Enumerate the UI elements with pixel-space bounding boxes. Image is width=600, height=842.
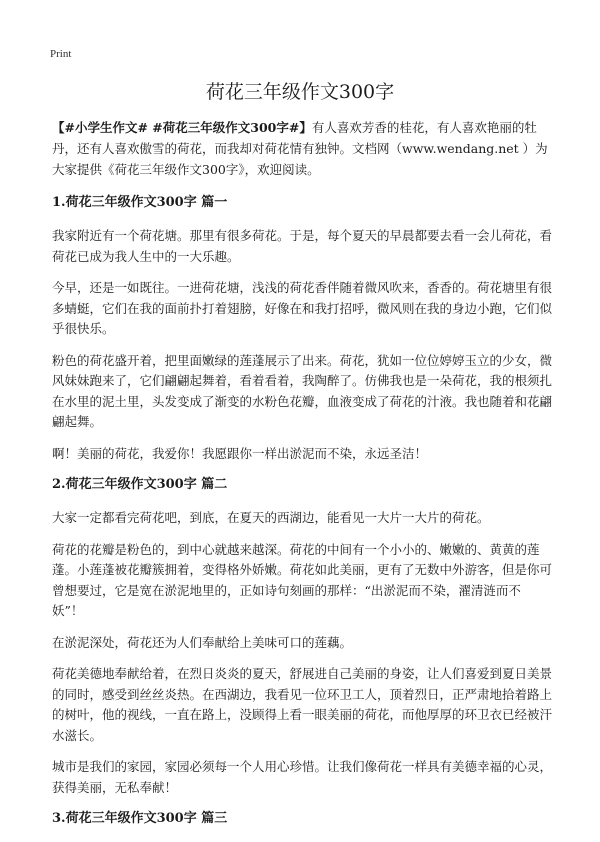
paragraph: 粉色的荷花盛开着，把里面嫩绿的莲蓬展示了出来。荷花，犹如一位位婷婷玉立的少女，微风妹妹跑来了，它们翩翩起舞着，看着看着，我陶醉了。仿佛我也是一朵荷花，我的根须扎在水里的泥土里，头发变成了渐变的水粉色花瓣，血液变成了荷花的汁液。我也随着和花翩翩起舞。 (52, 352, 553, 429)
paragraph: 城市是我们的家园，家园必须每一个人用心珍惜。让我们像荷花一样具有美德幸福的心灵，获得美丽，无私奉献！ (52, 759, 553, 795)
paragraph: 啊！美丽的荷花，我爱你！我愿跟你一样出淤泥而不染，永远圣洁！ (52, 445, 428, 461)
paragraph: 今早，还是一如既往。一进荷花塘，浅浅的荷花香伴随着微风吹来，香香的。荷花塘里有很多蜻蜓，它们在我的面前扑打着翅膀，好像在和我打招呼，微风则在我的身边小跑，它们似乎很快乐。 (52, 280, 553, 336)
section-heading-2: 2.荷花三年级作文300字 篇二 (52, 477, 228, 492)
paragraph: 荷花美德地奉献给着，在烈日炎炎的夏天，舒展进自己美丽的身姿，让人们喜爱到夏日美景的同时，感受到丝丝炎热。在西湖边，我看见一位环卫工人，顶着烈日，正严肃地拾着路上的树叶，他的视线，一直在路上，没顾得上看一眼美丽的荷花，而他厚厚的环卫衣已经被汗水滋长。 (52, 666, 553, 743)
print-label[interactable]: Print (50, 48, 72, 60)
intro-tags: 【#小学生作文# #荷花三年级作文300字#】 (52, 120, 312, 135)
intro-paragraph (52, 117, 552, 180)
section-heading-3: 3.荷花三年级作文300字 篇三 (52, 811, 228, 826)
page-title: 荷花三年级作文300字 (205, 81, 395, 103)
intro-text: 有人喜欢芳香的桂花，有人喜欢艳丽的牡丹，还有人喜欢傲雪的荷花，而我却对荷花情有独钟。文档网（www.wendang.net ）为大家提供《荷花三年级作文300字》，欢迎阅读。 (52, 120, 548, 177)
section-heading-1: 1.荷花三年级作文300字 篇一 (52, 195, 228, 210)
paragraph: 在淤泥深处，荷花还为人们奉献给上美味可口的莲藕。 (52, 634, 353, 650)
document-body (52, 117, 552, 842)
paragraph: 我家附近有一个荷花塘。那里有很多荷花。于是，每个夏天的早晨都要去看一会儿荷花，看荷花已成为我人生中的一大乐趣。 (52, 228, 553, 264)
paragraph: 大家一定都看完荷花吧，到底，在夏天的西湖边，能看见一大片一大片的荷花。 (52, 510, 490, 525)
paragraph: 荷花的花瓣是粉色的，到中心就越来越深。荷花的中间有一个小小的、嫩嫩的、黄黄的莲蓬。小莲蓬被花瓣簇拥着，变得格外娇嫩。荷花如此美丽，更有了无数中外游客，但是你可曾想要过，它是宽在淤泥地里的，正如诗句刻画的那样：“出淤泥而不染，濯清涟而不妖”！ (52, 541, 553, 618)
